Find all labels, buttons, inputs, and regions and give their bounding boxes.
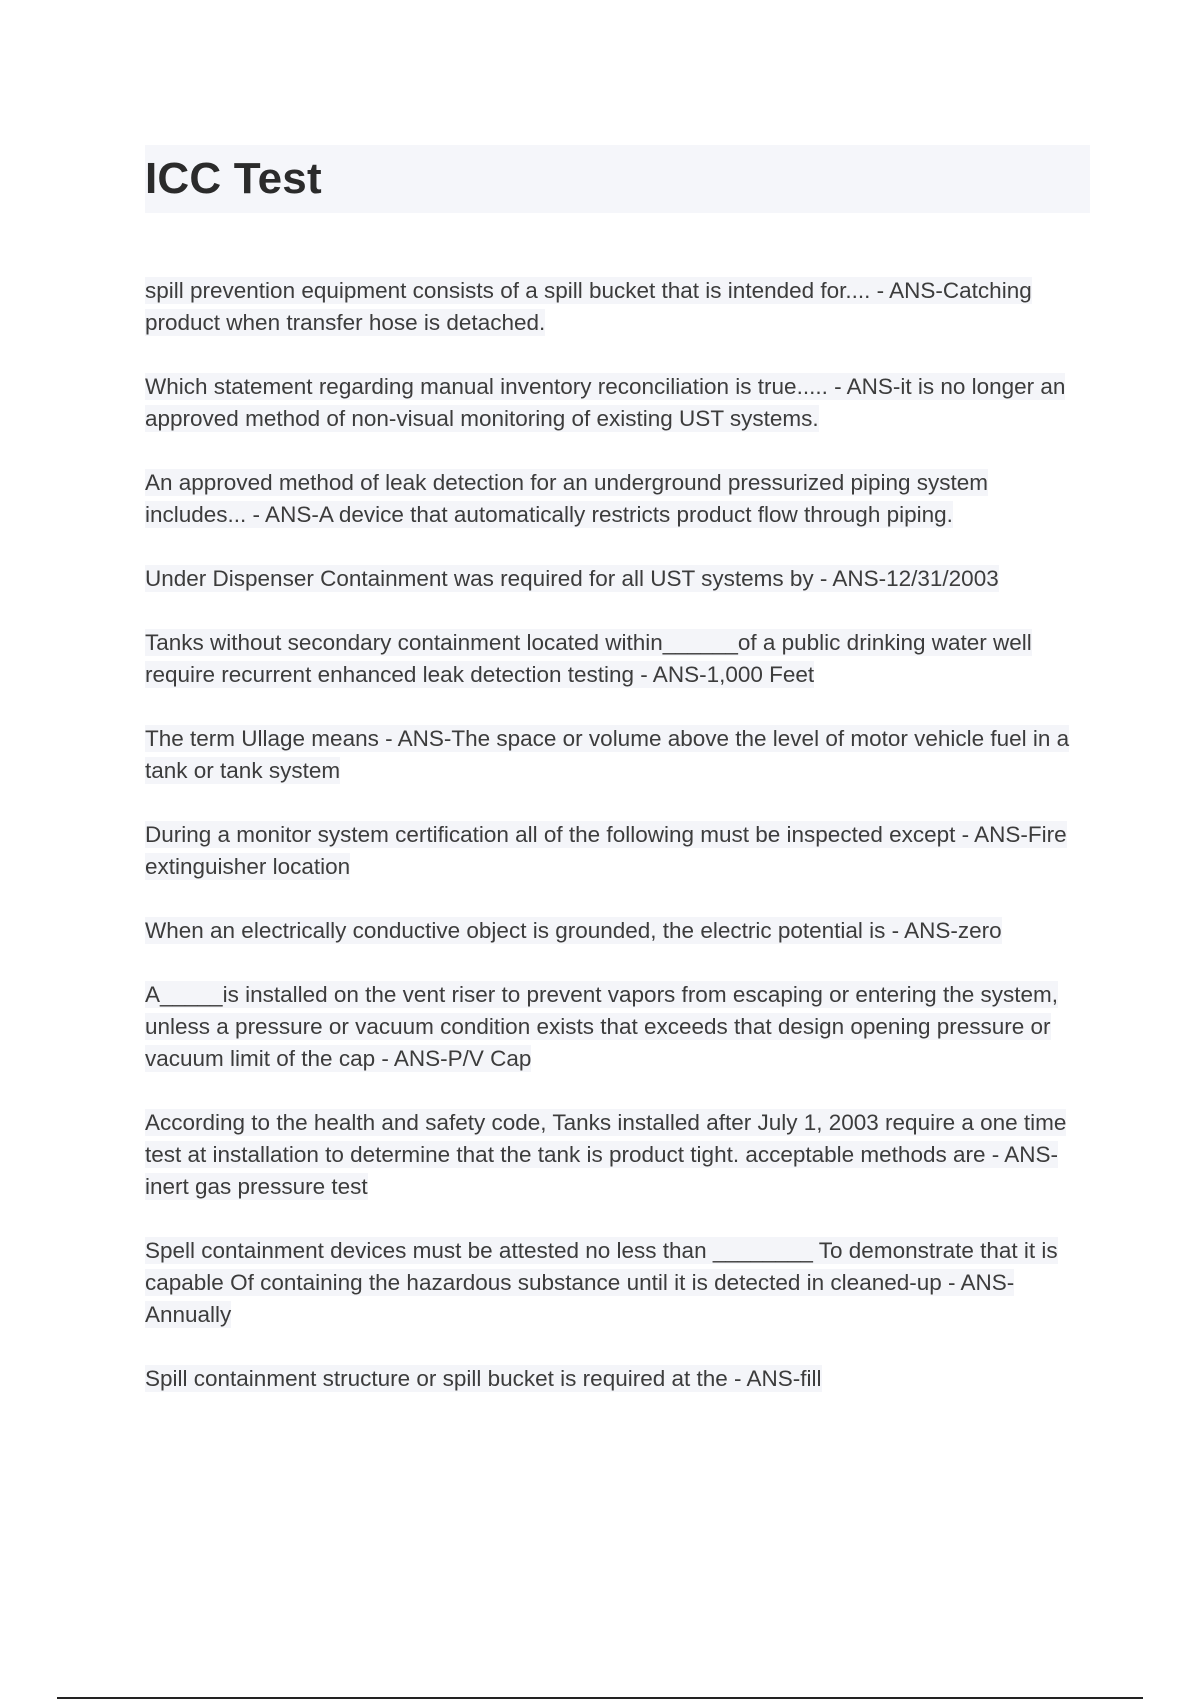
qa-text: Under Dispenser Containment was required for all UST systems by - ANS-12/31/2003 xyxy=(145,566,999,591)
qa-item xyxy=(145,275,1090,339)
qa-item xyxy=(145,563,1090,595)
qa-item xyxy=(145,371,1090,435)
qa-item xyxy=(145,467,1090,531)
qa-text: Tanks without secondary containment located within______of a public drinking water well require recurrent enhanced leak detection testing - ANS-1,000 Feet xyxy=(145,630,1032,687)
qa-item xyxy=(145,723,1090,787)
page-bottom-rule xyxy=(57,1697,1143,1699)
qa-text: Spell containment devices must be attested no less than ________ To demonstrate that it is capable Of containing the hazardous substance until it is detected in cleaned-up - ANS-Annually xyxy=(145,1238,1058,1327)
qa-item xyxy=(145,819,1090,883)
qa-text: Which statement regarding manual inventory reconciliation is true..... - ANS-it is no longer an approved method of non-visual monitoring of existing UST systems. xyxy=(145,374,1066,431)
qa-text: A_____is installed on the vent riser to prevent vapors from escaping or entering the system, unless a pressure or vacuum condition exists that exceeds that design opening pressure or vacuum limit of the cap - ANS-P/V Cap xyxy=(145,982,1058,1071)
qa-text: An approved method of leak detection for an underground pressurized piping system includes... - ANS-A device that automatically restricts product flow through piping. xyxy=(145,470,989,527)
qa-item xyxy=(145,915,1090,947)
document-page xyxy=(145,145,1090,1427)
qa-text: The term Ullage means - ANS-The space or volume above the level of motor vehicle fuel in a tank or tank system xyxy=(145,726,1070,783)
qa-text: spill prevention equipment consists of a spill bucket that is intended for.... - ANS-Catching product when transfer hose is detached. xyxy=(145,278,1032,335)
qa-text: Spill containment structure or spill bucket is required at the - ANS-fill xyxy=(145,1366,822,1391)
qa-item xyxy=(145,1107,1090,1203)
title-bar xyxy=(145,145,1090,213)
qa-text: When an electrically conductive object is grounded, the electric potential is - ANS-zero xyxy=(145,918,1002,943)
qa-text: According to the health and safety code, Tanks installed after July 1, 2003 require a one time test at installation to determine that the tank is product tight. acceptable methods are - ANS-inert gas pressure test xyxy=(145,1110,1067,1199)
qa-item xyxy=(145,1235,1090,1331)
qa-text: During a monitor system certification all of the following must be inspected except - ANS-Fire extinguisher location xyxy=(145,822,1067,879)
qa-item xyxy=(145,979,1090,1075)
page-title: ICC Test xyxy=(145,154,322,203)
qa-item xyxy=(145,1363,1090,1395)
qa-item xyxy=(145,627,1090,691)
